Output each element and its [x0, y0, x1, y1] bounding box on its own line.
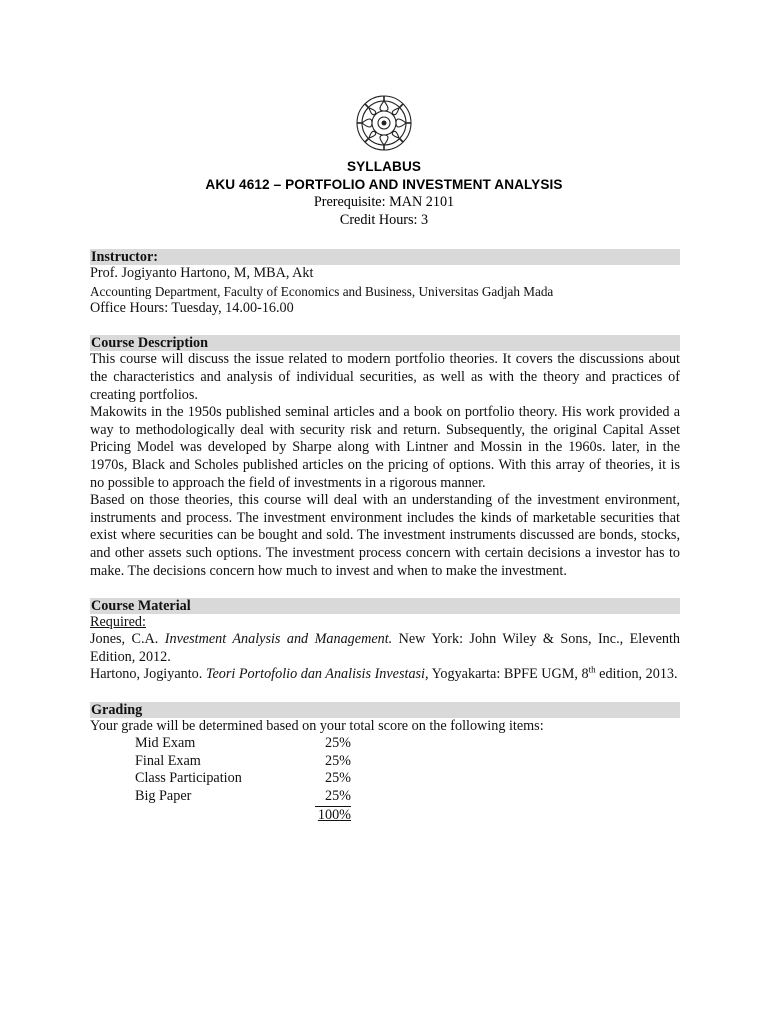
description-paragraph: Based on those theories, this course will deal with an understanding of the investment environment, instruments and process. The investment environment includes the kinds of marketable securities that exist where securities can be bought and sold. The investment instruments discussed are bonds, stocks, and other assets such options. The investment process concern with certain decisions a investor has to make. The decisions concern how much to invest and when to make the investment.: [90, 492, 680, 579]
office-hours: Office Hours: Tuesday, 14.00-16.00: [90, 300, 294, 317]
university-seal-logo: [354, 92, 414, 154]
grade-row: Final Exam 25%: [135, 752, 351, 769]
course-description-heading: Course Description: [90, 335, 680, 351]
grading-heading: Grading: [90, 702, 680, 718]
credit-hours: Credit Hours: 3: [339, 211, 429, 228]
syllabus-body: [90, 249, 680, 824]
syllabus-header: [0, 158, 768, 229]
prerequisite: Prerequisite: MAN 2101: [313, 194, 455, 210]
instructor-name: Prof. Jogiyanto Hartono, M, MBA, Akt: [90, 265, 314, 281]
grade-row: Big Paper 25%: [135, 788, 351, 805]
instructor-heading: Instructor:: [90, 249, 680, 265]
description-paragraph: Makowits in the 1950s published seminal articles and a book on portfolio theory. His work provided a way to methodologically deal with security risk and return. Subsequently, the original Capital Asset Pricing Model was developed by Sharpe along with Lintner and Mossin in the 1960s. later, in the 1970s, Black and Scholes published articles on the pricing of options. With this array of theories, it is no possible to approach the field of investments in a rigorous manner.: [90, 404, 680, 491]
required-label: Required:: [90, 613, 146, 630]
course-material-heading: Course Material: [90, 598, 680, 614]
grade-row: Mid Exam 25%: [135, 735, 351, 752]
syllabus-title: SYLLABUS: [346, 159, 422, 174]
grade-total: 100%: [317, 806, 351, 823]
reference-hartono: Hartono, Jogiyanto. Teori Portofolio dan Analisis Investasi, Yogyakarta: BPFE UGM, 8th edition, 2013.: [90, 664, 678, 683]
course-title: AKU 4612 – PORTFOLIO AND INVESTMENT ANALYSIS: [205, 177, 563, 192]
grade-row: Class Participation 25%: [135, 770, 351, 787]
grading-table: [135, 735, 351, 824]
description-paragraph: This course will discuss the issue related to modern portfolio theories. It covers the discussions about the characteristics and analysis of individual securities, as well as with the theory and practices of creating portfolios.: [90, 351, 680, 403]
instructor-department: Accounting Department, Faculty of Economics and Business, Universitas Gadjah Mada: [90, 283, 554, 299]
grade-total-row: [135, 806, 351, 824]
grading-intro: Your grade will be determined based on your total score on the following items:: [90, 717, 544, 734]
reference-jones: Jones, C.A. Investment Analysis and Management. New York: John Wiley & Sons, Inc., Eleventh Edition, 2012.: [90, 631, 681, 665]
